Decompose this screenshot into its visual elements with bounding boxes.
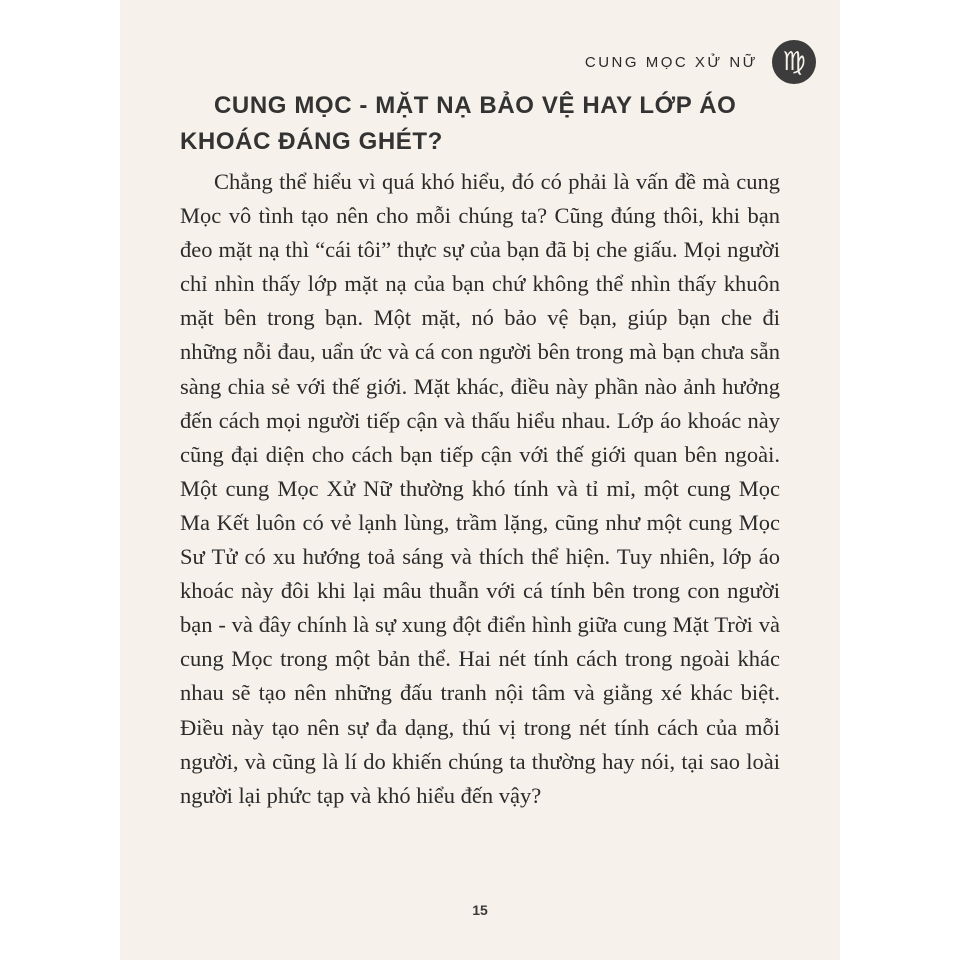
section-label: CUNG MỌC XỬ NỮ — [584, 53, 758, 71]
section-title: CUNG MỌC - MẶT NẠ BẢO VỆ HAY LỚP ÁO KHOÁC ĐÁNG GHÉT? — [180, 92, 737, 155]
virgo-symbol: ♍ — [782, 47, 806, 77]
body-paragraph: Chẳng thể hiểu vì quá khó hiểu, đó có phải là vấn đề mà cung Mọc vô tình tạo nên cho mỗi chúng ta? Cũng đúng thôi, khi bạn đeo mặt nạ thì “cái tôi” thực sự của bạn đã bị che giấu. Mọi người chỉ nhìn thấy lớp mặt nạ của bạn chứ không thể nhìn thấy khuôn mặt bên trong bạn. Một mặt, nó bảo vệ bạn, giúp bạn che đi những nỗi đau, uẩn ức và cá con người bên trong mà bạn chưa sẵn sàng chia sẻ với thế giới. Mặt khác, điều này phần nào ảnh hưởng đến cách mọi người tiếp cận và thấu hiểu nhau. Lớp áo khoác này cũng đại diện cho cách bạn tiếp cận với thế giới quan bên ngoài. Một cung Mọc Xử Nữ thường khó tính và tỉ mỉ, một cung Mọc Ma Kết luôn có vẻ lạnh lùng, trầm lặng, cũng như một cung Mọc Sư Tử có xu hướng toả sáng và thích thể hiện. Tuy nhiên, lớp áo khoác này đôi khi lại mâu thuẫn với cá tính bên trong con người bạn - và đây chính là sự xung đột điển hình giữa cung Mặt Trời và cung Mọc trong một bản thể. Hai nét tính cách trong ngoài khác nhau sẽ tạo nên những đấu tranh nội tâm và giằng xé khác biệt. Điều này tạo nên sự đa dạng, thú vị trong nét tính cách của mỗi người, và cũng là lí do khiến chúng ta thường hay nói, tại sao loài người lại phức tạp và khó hiểu đến vậy? — [180, 169, 780, 808]
book-page — [120, 0, 840, 960]
page-number: 15 — [472, 902, 488, 918]
virgo-icon — [772, 40, 816, 84]
running-header — [585, 40, 816, 84]
